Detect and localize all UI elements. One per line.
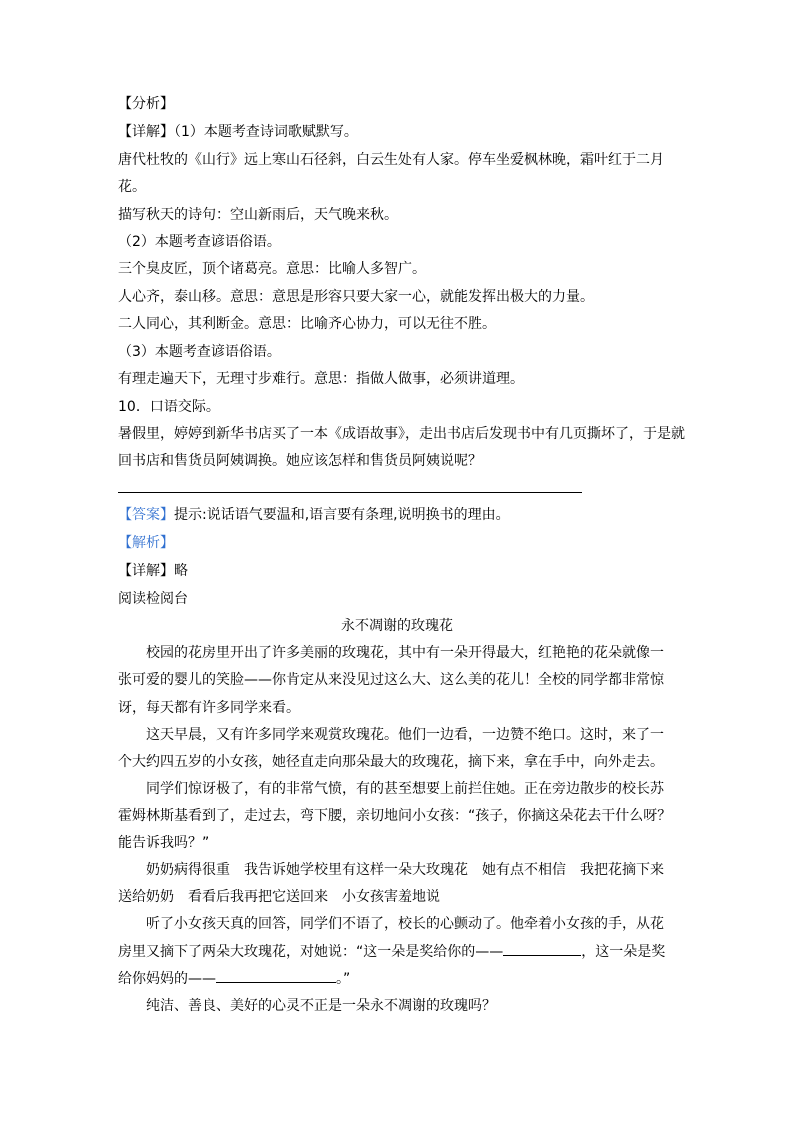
detail-2: （2）本题考查谚语俗语。 [118, 234, 281, 250]
p5-line-c [118, 968, 350, 989]
proverb-1: 三个臭皮匠，顶个诸葛亮。意思：比喻人多智广。 [118, 261, 426, 277]
scrambled-phrase: 小女孩害羞地说 [342, 889, 440, 905]
detail-lue-text: 略 [174, 563, 188, 579]
scrambled-phrase: 我告诉她学校里有这样一朵大玫瑰花 [244, 862, 468, 878]
scrambled-phrase: 她有点不相信 [482, 862, 566, 878]
autumn-line: 描写秋天的诗句：空山新雨后，天气晚来秋。 [118, 207, 398, 223]
analysis-heading: 【分析】 [118, 96, 174, 112]
p5-line-b [118, 941, 665, 962]
question-10-body-a: 暑假里，婷婷到新华书店买了一本《成语故事》，走出书店后发现书中有几页撕坏了，于是就 [118, 426, 685, 442]
proverb-2: 人心齐，泰山移。意思：意思是形容只要大家一心，就能发挥出极大的力量。 [118, 289, 594, 305]
p6-line: 纯洁、善良、美好的心灵不正是一朵永不凋谢的玫瑰吗？ [146, 998, 496, 1014]
p5-line-b-text: 房里又摘下了两朵大玫瑰花，对她说：“这一朵是奖给你的—— [118, 944, 504, 960]
detail-lue [118, 561, 188, 581]
detail-lue-label: 【详解】 [118, 563, 174, 579]
p3-line-a: 同学们惊讶极了，有的非常气愤，有的甚至想要上前拦住她。正在旁边散步的校长苏 [146, 781, 664, 797]
detail-1: 【详解】（1）本题考查诗词歌赋默写。 [118, 124, 358, 140]
poem-line-a: 唐代杜牧的《山行》远上寒山石径斜，白云生处有人家。停车坐爱枫林晚，霜叶红于二月 [118, 152, 664, 168]
scrambled-phrase: 我把花摘下来 [580, 862, 664, 878]
story-title: 永不凋谢的玫瑰花 [341, 618, 453, 634]
question-10-body-b: 回书店和售货员阿姨调换。她应该怎样和售货员阿姨说呢？ [118, 453, 482, 469]
proverb-4: 有理走遍天下，无理寸步难行。意思：指做人做事，必须讲道理。 [118, 371, 524, 387]
scrambled-phrase: 送给奶奶 [118, 889, 174, 905]
detail-3: （3）本题考查谚语俗语。 [118, 344, 281, 360]
p2-line-b: 个大约四五岁的小女孩，她径直走向那朵最大的玫瑰花，摘下来，拿在手中，向外走去。 [118, 754, 664, 770]
answer-label: 【答案】 [118, 507, 174, 523]
scrambled-line-b [118, 887, 440, 907]
p1-line-c: 讶，每天都有许多同学来看。 [118, 700, 300, 716]
scrambled-phrase: 奶奶病得很重 [146, 862, 230, 878]
reading-title: 阅读检阅台 [118, 591, 188, 607]
answer-blank-line [118, 492, 582, 493]
proverb-3: 二人同心，其利断金。意思：比喻齐心协力，可以无往不胜。 [118, 316, 496, 332]
answer-line [118, 505, 510, 525]
p5-line-b-tail: ，这一朵是奖 [581, 944, 666, 960]
p5-line-a: 听了小女孩天真的回答，同学们不语了，校长的心颤动了。他牵着小女孩的手，从花 [146, 916, 664, 932]
jiexi-label: 【解析】 [118, 535, 174, 551]
p1-line-a: 校园的花房里开出了许多美丽的玫瑰花，其中有一朵开得最大，红艳艳的花朵就像一 [146, 645, 664, 661]
fill-blank-1[interactable] [503, 941, 581, 956]
p5-line-c-text: 给你妈妈的—— [118, 971, 216, 987]
poem-line-b: 花。 [118, 179, 146, 195]
answer-text: 提示:说话语气要温和,语言要有条理,说明换书的理由。 [174, 507, 510, 523]
question-10: 10．口语交际。 [118, 399, 220, 415]
p1-line-b: 张可爱的婴儿的笑脸——你肯定从来没见过这么大、这么美的花儿！全校的同学都非常惊 [118, 672, 664, 688]
p2-line-a: 这天早晨，又有许多同学来观赏玫瑰花。他们一边看，一边赞不绝口。这时，来了一 [146, 727, 664, 743]
scrambled-line-a [146, 860, 664, 880]
p3-line-b: 霍姆林斯基看到了，走过去，弯下腰，亲切地问小女孩：“孩子，你摘这朵花去干什么呀？ [118, 808, 672, 824]
p3-line-c: 能告诉我吗？” [118, 835, 210, 851]
fill-blank-2[interactable] [216, 968, 336, 983]
scrambled-phrase: 看看后我再把它送回来 [188, 889, 328, 905]
p5-line-c-tail: 。” [336, 971, 351, 987]
